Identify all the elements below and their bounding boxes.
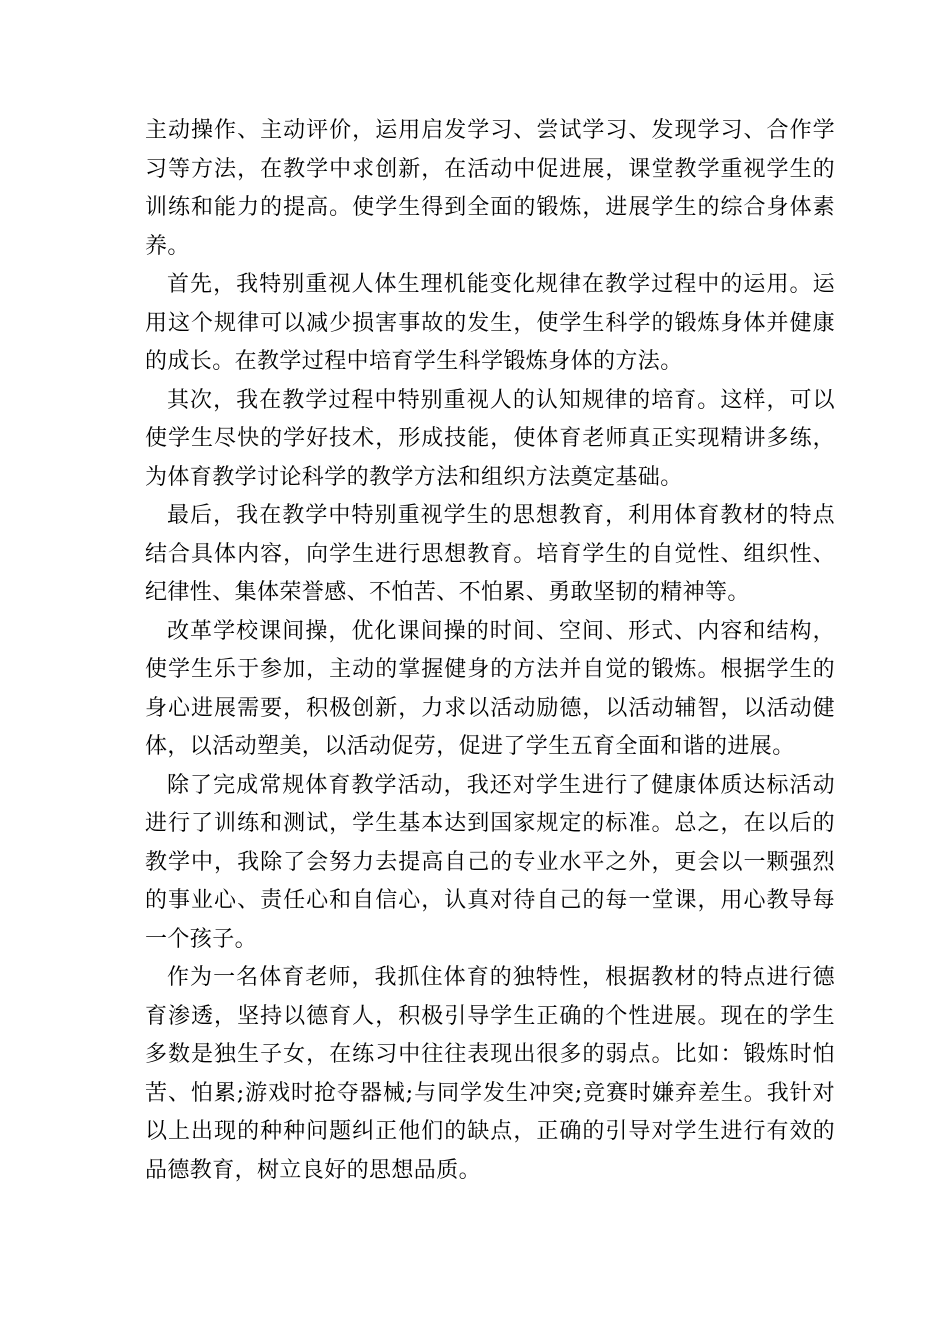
paragraph-fitness-testing: 除了完成常规体育教学活动，我还对学生进行了健康体质达标活动进行了训练和测试，学生基本达到国家规定的标准。总之，在以后的教学中，我除了会努力去提高自己的专业水平之外，更会以一颗强烈的事业心、责任心和自信心，认真对待自己的每一堂课，用心教导每一个孩子。 (145, 772, 835, 952)
paragraph-last: 最后，我在教学中特别重视学生的思想教育，利用体育教材的特点结合具体内容，向学生进行思想教育。培育学生的自觉性、组织性、纪律性、集体荣誉感、不怕苦、不怕累、勇敢坚韧的精神等。 (145, 503, 835, 605)
paragraph-continued: 主动操作、主动评价，运用启发学习、尝试学习、发现学习、合作学习等方法，在教学中求创新，在活动中促进展，课堂教学重视学生的训练和能力的提高。使学生得到全面的锻炼，进展学生的综合身体素养。 (145, 118, 835, 259)
paragraph-second: 其次，我在教学过程中特别重视人的认知规律的培育。这样，可以使学生尽快的学好技术，形成技能，使体育老师真正实现精讲多练，为体育教学讨论科学的教学方法和组织方法奠定基础。 (145, 387, 835, 490)
paragraph-moral-education: 作为一名体育老师，我抓住体育的独特性，根据教材的特点进行德育渗透，坚持以德育人，积极引导学生正确的个性进展。现在的学生多数是独生子女，在练习中往往表现出很多的弱点。比如：锻炼时怕苦、怕累;游戏时抢夺器械;与同学发生冲突;竞赛时嫌弃差生。我针对以上出现的种种问题纠正他们的缺点，正确的引导对学生进行有效的品德教育，树立良好的思想品质。 (145, 965, 835, 1183)
paragraph-first: 首先，我特别重视人体生理机能变化规律在教学过程中的运用。运用这个规律可以减少损害事故的发生，使学生科学的锻炼身体并健康的成长。在教学过程中培育学生科学锻炼身体的方法。 (145, 272, 835, 374)
paragraph-exercise-reform: 改革学校课间操，优化课间操的时间、空间、形式、内容和结构，使学生乐于参加，主动的掌握健身的方法并自觉的锻炼。根据学生的身心进展需要，积极创新，力求以活动励德，以活动辅智，以活动健体，以活动塑美，以活动促劳，促进了学生五育全面和谐的进展。 (145, 618, 835, 759)
document-page (145, 112, 835, 1190)
